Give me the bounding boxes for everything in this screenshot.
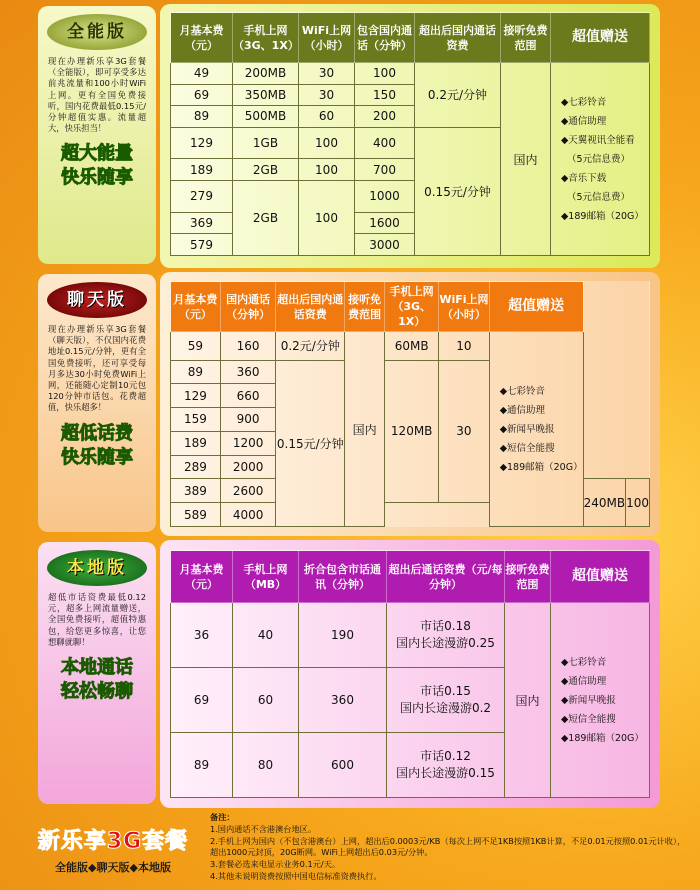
table-cell: 市话0.18 国内长途漫游0.25	[387, 603, 505, 668]
table-cell: 49	[171, 63, 233, 85]
table-cell: 100	[299, 159, 355, 181]
table-cell: 69	[171, 84, 233, 106]
table-cell: 160	[220, 332, 276, 361]
local-plan-blurb	[38, 542, 156, 804]
table-cell: 89	[171, 360, 221, 384]
chat-header-fee: 月基本费（元）	[171, 282, 221, 332]
table-cell: 900	[220, 408, 276, 432]
chat-header-wifi: WiFi上网（小时）	[439, 282, 490, 332]
table-cell: 30	[299, 84, 355, 106]
table-cell: 500MB	[233, 106, 299, 128]
table-cell: 1GB	[233, 127, 299, 159]
table-cell: 2GB	[233, 159, 299, 181]
chat-plan-table	[170, 281, 650, 527]
full-header-data: 手机上网（3G、1X）	[233, 13, 299, 63]
note-item: 4.其他未说明资费按照中国电信标准资费执行。	[210, 870, 382, 881]
full-plan-blurb	[38, 6, 156, 264]
full-plan-slogan: 超大能量 快乐随享	[61, 143, 133, 189]
table-cell: 1200	[220, 431, 276, 455]
table-cell: 159	[171, 408, 221, 432]
local-header-minutes: 折合包含市话通讯（分钟）	[299, 551, 387, 603]
table-cell: 120MB	[385, 360, 439, 503]
table-cell: 100	[355, 63, 415, 85]
table-cell: 589	[171, 503, 221, 527]
table-cell: 80	[233, 733, 299, 798]
chat-header-overage: 超出后国内通话资费	[276, 282, 345, 332]
table-cell: 2000	[220, 455, 276, 479]
table-cell: 30	[299, 63, 355, 85]
note-item: 1.国内通话不含港澳台地区。	[210, 823, 317, 834]
table-cell: 700	[355, 159, 415, 181]
chat-gift-list: ◆七彩铃音 ◆通信助理 ◆新闻早晚报 ◆短信全能搜 ◆189邮箱（20G）	[489, 332, 583, 527]
table-cell: 0.15元/分钟	[415, 127, 501, 255]
table-cell: 1600	[355, 212, 415, 234]
table-cell: 279	[171, 181, 233, 213]
footer-brand-title: 新乐享3G套餐	[37, 829, 189, 854]
full-header-fee: 月基本费（元）	[171, 13, 233, 63]
chat-header-minutes: 国内通话（分钟）	[220, 282, 276, 332]
table-cell: 360	[299, 668, 387, 733]
table-cell: 1000	[355, 181, 415, 213]
table-cell: 40	[233, 603, 299, 668]
chat-header-free-range: 接听免费范围	[345, 282, 385, 332]
full-header-wifi: WiFi上网（小时）	[299, 13, 355, 63]
local-header-rates: 超出后通话资费（元/每分钟）	[387, 551, 505, 603]
table-cell: 89	[171, 733, 233, 798]
footer-brand	[18, 824, 208, 875]
footer-notes	[210, 812, 692, 883]
full-gift-list: ◆七彩铃音 ◆通信助理 ◆天翼视讯全能看 （5元信息费） ◆音乐下载 （5元信息费） ◆189邮箱（20G）	[551, 63, 650, 256]
chat-plan-blurb	[38, 274, 156, 532]
chat-plan-description: 现在办理新乐享3G套餐（聊天版），不仅国内花费地址0.15元/分钟，更有全国免费接听，还可享受每月多达30小时免费WiFi上网，还能随心定制10元包120分钟市话包。花费超值，快乐超多！	[48, 324, 146, 413]
table-cell: 350MB	[233, 84, 299, 106]
local-plan-slogan: 本地通话 轻松畅聊	[61, 657, 133, 703]
table-cell: 国内	[501, 63, 551, 256]
footer-brand-sub: 全能版◆聊天版◆本地版	[55, 861, 171, 874]
table-cell: 400	[355, 127, 415, 159]
table-cell: 0.15元/分钟	[276, 360, 345, 526]
table-cell: 200	[355, 106, 415, 128]
full-plan-badge: 全能版	[47, 14, 147, 50]
table-cell: 2GB	[233, 181, 299, 256]
table-cell: 240MB	[583, 479, 626, 527]
note-item: 2.手机上网为国内（不包含港澳台）上网，超出后0.0003元/KB（每次上网不足1KB按照1KB计算，不足0.01元按照0.01元计收），超出1000元封顶，20G断网。WiFi上网超出后0.03元/分钟。	[210, 835, 686, 858]
local-header-data: 手机上网（MB）	[233, 551, 299, 603]
table-cell: 0.2元/分钟	[415, 63, 501, 128]
table-cell: 国内	[345, 332, 385, 527]
table-cell: 150	[355, 84, 415, 106]
table-cell: 100	[299, 181, 355, 256]
chat-plan-badge: 聊天版	[47, 282, 147, 318]
full-plan-table	[170, 12, 650, 256]
table-cell: 129	[171, 384, 221, 408]
table-cell: 600	[299, 733, 387, 798]
table-cell: 69	[171, 668, 233, 733]
local-plan-table	[170, 550, 650, 798]
table-cell: 10	[439, 332, 490, 361]
table-cell: 市话0.15 国内长途漫游0.2	[387, 668, 505, 733]
local-header-gifts: 超值赠送	[551, 551, 650, 603]
local-plan-badge: 本地版	[47, 550, 147, 586]
table-cell: 200MB	[233, 63, 299, 85]
table-cell: 100	[299, 127, 355, 159]
full-header-minutes: 包含国内通话（分钟）	[355, 13, 415, 63]
table-cell: 4000	[220, 503, 276, 527]
table-cell: 2600	[220, 479, 276, 503]
table-cell: 60	[233, 668, 299, 733]
local-header-fee: 月基本费（元）	[171, 551, 233, 603]
full-header-overage: 超出后国内通话资费	[415, 13, 501, 63]
table-cell: 3000	[355, 234, 415, 256]
local-header-free-range: 接听免费范围	[505, 551, 551, 603]
table-cell: 360	[220, 360, 276, 384]
table-cell: 国内	[505, 603, 551, 798]
table-cell: 369	[171, 212, 233, 234]
notes-title: 备注：	[210, 812, 235, 822]
table-cell: 189	[171, 159, 233, 181]
chat-header-gifts: 超值赠送	[489, 282, 583, 332]
table-cell: 市话0.12 国内长途漫游0.15	[387, 733, 505, 798]
table-cell: 59	[171, 332, 221, 361]
table-cell: 129	[171, 127, 233, 159]
chat-header-data: 手机上网（3G、1X）	[385, 282, 439, 332]
local-gift-list: ◆七彩铃音 ◆通信助理 ◆新闻早晚报 ◆短信全能搜 ◆189邮箱（20G）	[551, 603, 650, 798]
table-cell: 89	[171, 106, 233, 128]
chat-plan-slogan: 超低话费 快乐随享	[61, 422, 133, 468]
table-cell: 30	[439, 360, 490, 503]
full-header-gifts: 超值赠送	[551, 13, 650, 63]
table-cell: 579	[171, 234, 233, 256]
table-cell: 60	[299, 106, 355, 128]
table-cell: 189	[171, 431, 221, 455]
table-cell: 190	[299, 603, 387, 668]
table-cell: 389	[171, 479, 221, 503]
full-header-free-range: 接听免费范围	[501, 13, 551, 63]
table-cell: 100	[626, 479, 650, 527]
local-plan-description: 超低市话资费最低0.12元，超多上网流量赠送，全国免费接听，超值特惠包，给您更多惊喜，让您想聊就聊！	[48, 592, 146, 647]
note-item: 3.套餐必选来电显示业务0.1元/天。	[210, 859, 341, 870]
table-cell: 660	[220, 384, 276, 408]
full-plan-description: 现在办理新乐享3G套餐（全能版），即可享受多达前兆流量和100小时WiFi上网。更有全国免费接听，国内花费最低0.15元/分钟超值实惠。流量超大，快乐担当！	[48, 56, 146, 134]
table-cell: 60MB	[385, 332, 439, 361]
table-cell: 0.2元/分钟	[276, 332, 345, 361]
table-cell: 289	[171, 455, 221, 479]
table-cell: 36	[171, 603, 233, 668]
